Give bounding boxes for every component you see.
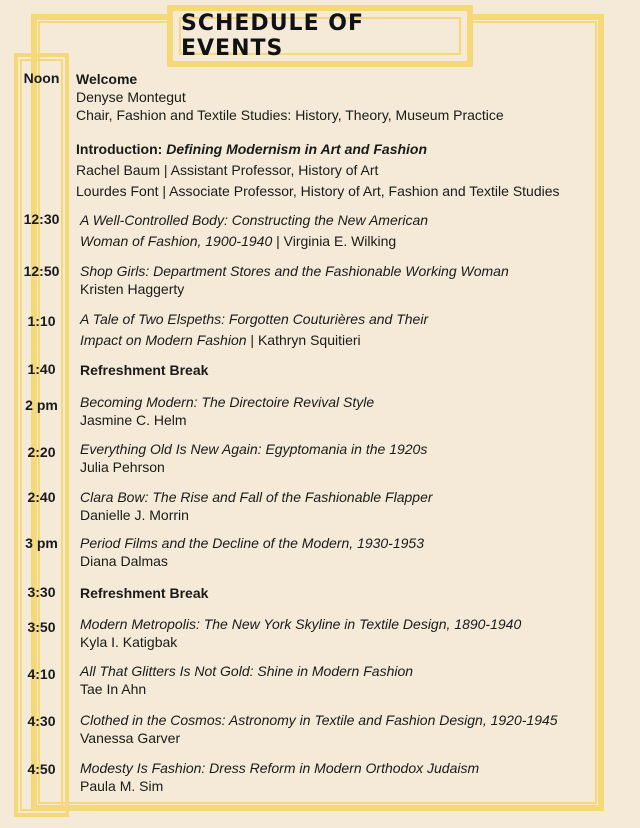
session-title: Woman of Fashion, 1900-1940	[80, 233, 273, 249]
session-title: A Well-Controlled Body: Constructing the New American	[80, 212, 429, 228]
session-title: Clothed in the Cosmos: Astronomy in Textile and Fashion Design, 1920-1945	[80, 712, 558, 728]
time-column-inner-frame	[20, 59, 63, 811]
time-label: 2:40	[27, 489, 56, 505]
speaker: | Kathryn Squitieri	[246, 332, 361, 348]
introduction-heading: Introduction: Defining Modernism in Art and Fashion	[76, 141, 428, 157]
speaker: Danielle J. Morrin	[80, 507, 189, 523]
time-label: 3:50	[27, 619, 56, 635]
time-label: 2 pm	[25, 397, 58, 413]
speaker: Rachel Baum | Assistant Professor, History of Art	[76, 162, 379, 178]
time-label: 4:10	[27, 666, 56, 682]
session-title: Modern Metropolis: The New York Skyline in Textile Design, 1890-1940	[80, 616, 522, 632]
session-title: Everything Old Is New Again: Egyptomania in the 1920s	[80, 441, 428, 457]
speaker: | Virginia E. Wilking	[272, 233, 397, 249]
time-label: Noon	[23, 70, 60, 86]
speaker: Paula M. Sim	[80, 778, 164, 794]
time-label: 2:20	[27, 444, 56, 460]
session-title: All That Glitters Is Not Gold: Shine in Modern Fashion	[80, 663, 414, 679]
speaker: Julia Pehrson	[80, 459, 165, 475]
time-label: 4:50	[27, 761, 56, 777]
session-title: A Tale of Two Elspeths: Forgotten Couturières and Their	[80, 311, 429, 327]
time-label: 12:50	[23, 263, 60, 279]
break-label: Refreshment Break	[80, 362, 209, 378]
introduction-title: Defining Modernism in Art and Fashion	[166, 141, 428, 157]
speaker: Kristen Haggerty	[80, 281, 185, 297]
break-label: Refreshment Break	[80, 585, 209, 601]
page-title: SCHEDULE OF EVENTS	[181, 11, 364, 61]
speaker: Vanessa Garver	[80, 730, 181, 746]
speaker: Jasmine C. Helm	[80, 412, 187, 428]
session-title: Clara Bow: The Rise and Fall of the Fashionable Flapper	[80, 489, 433, 505]
speaker-name: Denyse Montegut	[76, 89, 186, 105]
session-title: Shop Girls: Department Stores and the Fashionable Working Woman	[80, 263, 509, 279]
title-box	[167, 5, 473, 67]
time-label: 1:40	[27, 361, 56, 377]
session-title: Impact on Modern Fashion	[80, 332, 247, 348]
time-label: 3 pm	[25, 535, 58, 551]
session-title: Becoming Modern: The Directoire Revival Style	[80, 394, 375, 410]
speaker-role: Chair, Fashion and Textile Studies: History, Theory, Museum Practice	[76, 107, 504, 123]
welcome-heading: Welcome	[76, 71, 138, 87]
speaker: Kyla I. Katigbak	[80, 634, 178, 650]
time-label: 4:30	[27, 713, 56, 729]
speaker: Tae In Ahn	[80, 681, 147, 697]
time-label: 1:10	[27, 313, 56, 329]
session-title: Period Films and the Decline of the Modern, 1930-1953	[80, 535, 424, 551]
speaker: Lourdes Font | Associate Professor, History of Art, Fashion and Textile Studies	[76, 183, 560, 199]
session-title: Modesty Is Fashion: Dress Reform in Modern Orthodox Judaism	[80, 760, 480, 776]
speaker: Diana Dalmas	[80, 553, 168, 569]
time-label: 12:30	[23, 211, 60, 227]
time-label: 3:30	[27, 584, 56, 600]
